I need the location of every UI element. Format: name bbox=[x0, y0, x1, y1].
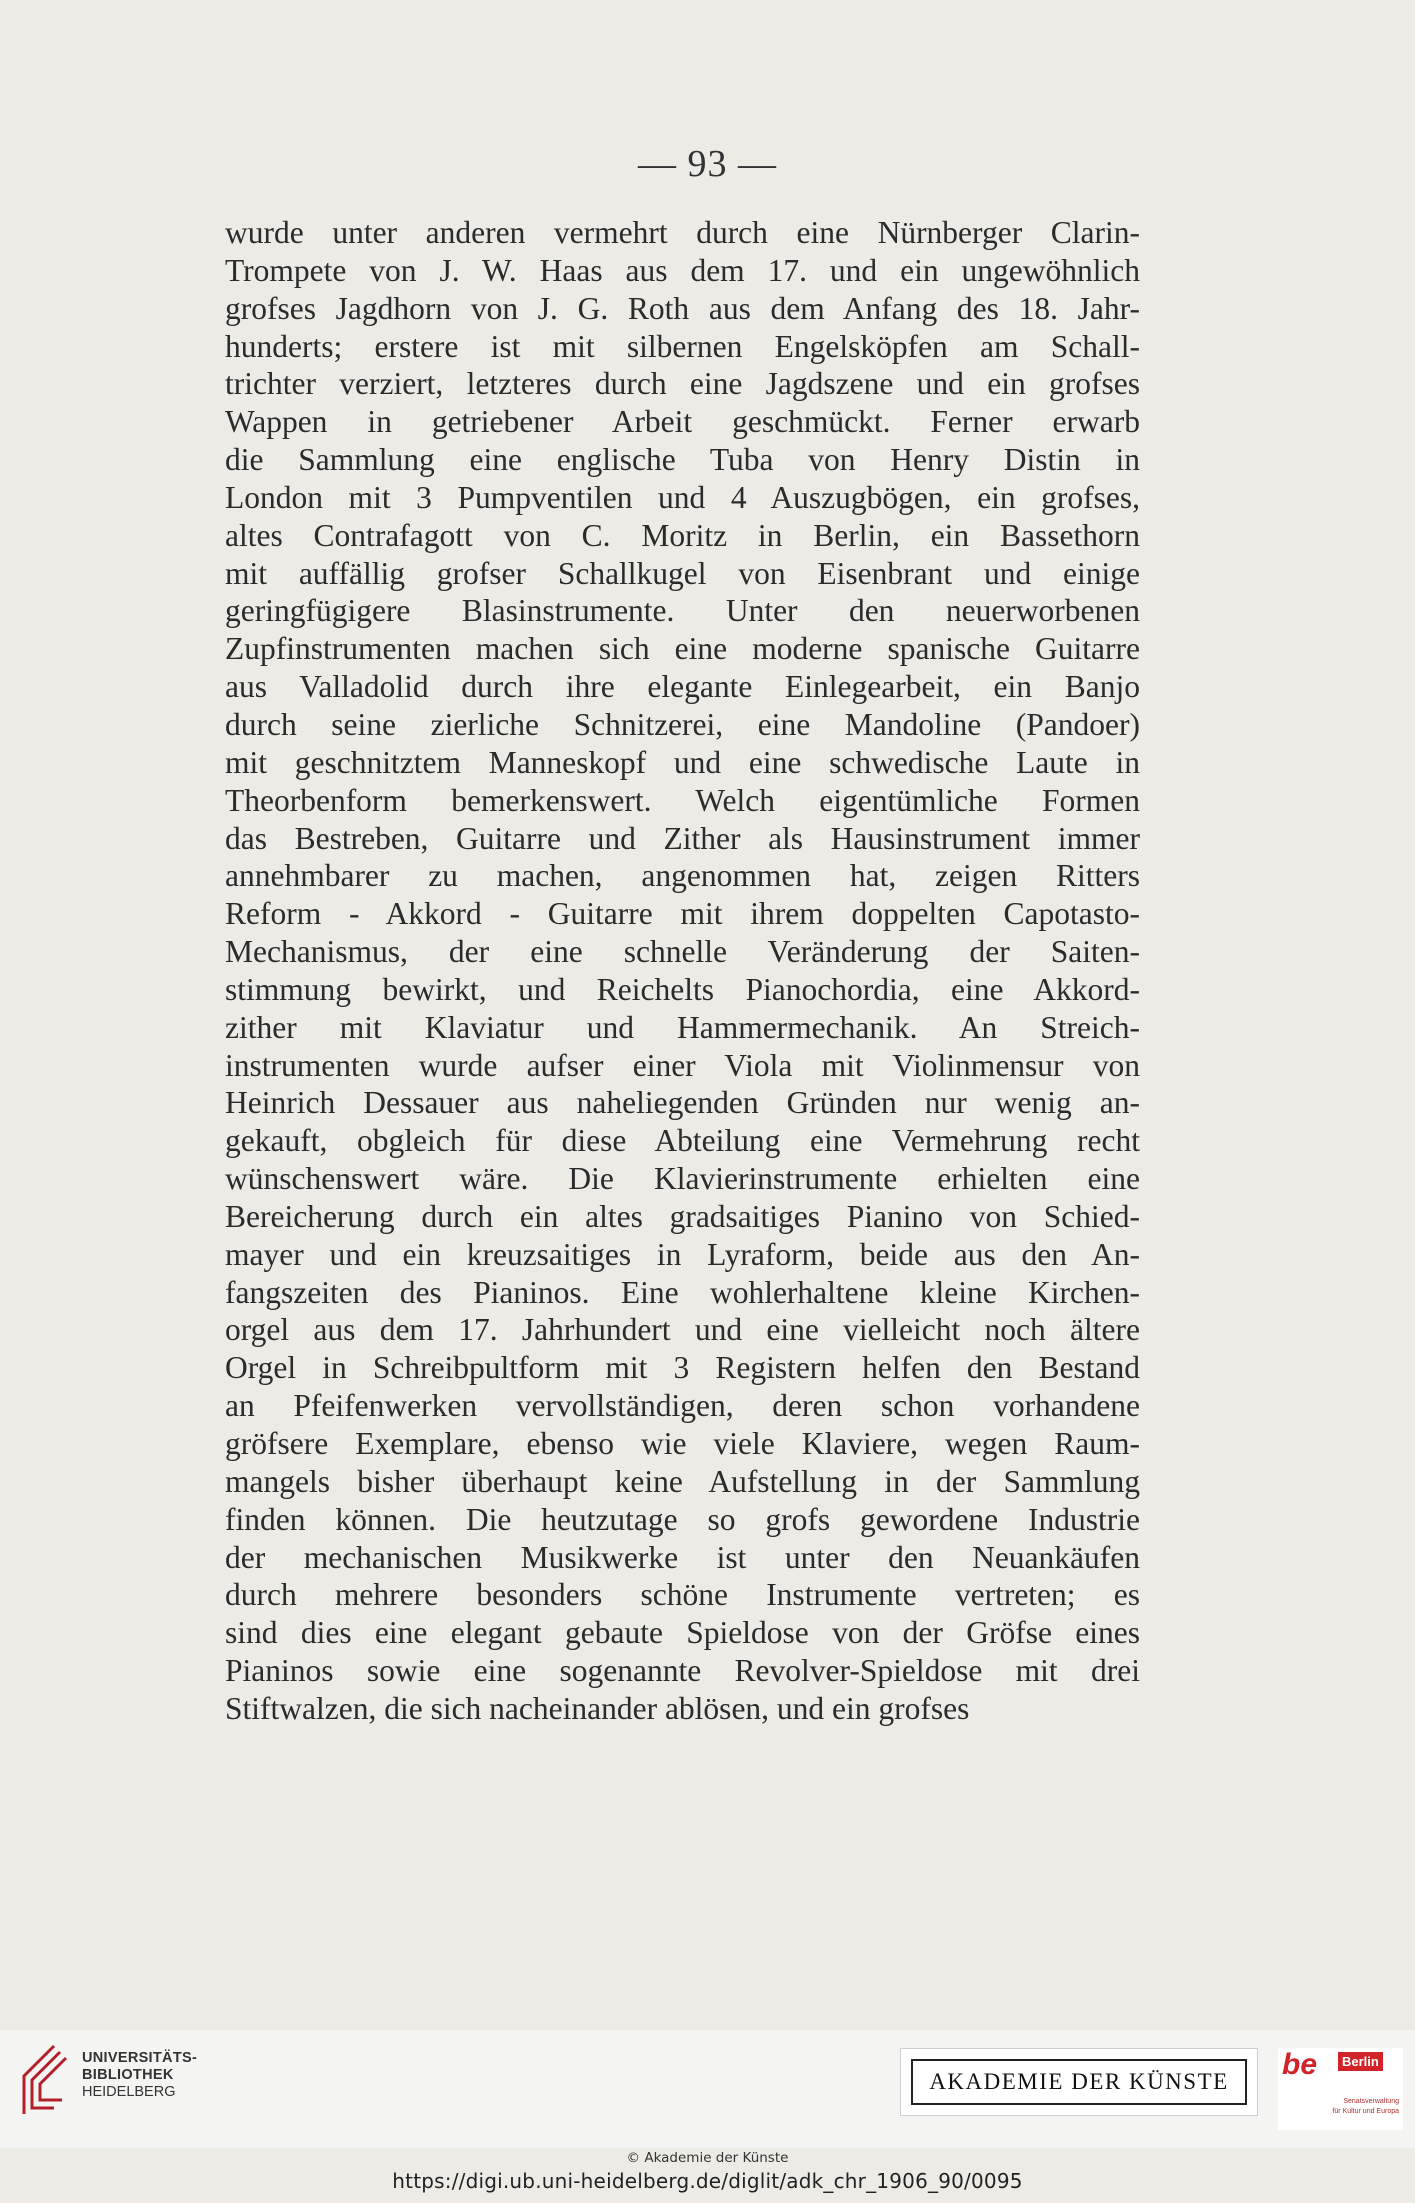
text-line: altes Contrafagott von C. Moritz in Berlin, ein Bassethorn bbox=[225, 517, 1140, 553]
ub-line-2: BIBLIOTHEK bbox=[82, 2067, 174, 2083]
text-line: stimmung bewirkt, und Reichelts Pianochordia, eine Akkord- bbox=[225, 971, 1140, 1007]
text-line: gröfsere Exemplare, ebenso wie viele Klaviere, wegen Raum- bbox=[225, 1426, 1140, 1461]
be-berlin-subline-2: für Kultur und Europa bbox=[1332, 2108, 1399, 2115]
text-line: Mechanismus, der eine schnelle Veränderung der Saiten- bbox=[225, 934, 1140, 970]
text-line: fangszeiten des Pianinos. Eine wohlerhaltene kleine Kirchen- bbox=[225, 1274, 1140, 1310]
text-line: Theorbenform bemerkenswert. Welch eigentümliche Formen bbox=[225, 782, 1140, 818]
text-line: gekauft, obgleich für diese Abteilung eine Vermehrung recht bbox=[225, 1123, 1140, 1159]
text-line: instrumenten wurde aufser einer Viola mit Violinmensur von bbox=[225, 1047, 1140, 1083]
body-text bbox=[225, 214, 1140, 1728]
text-line: sind dies eine elegant gebaute Spieldose von der Gröfse eines bbox=[225, 1615, 1140, 1651]
ub-heidelberg-logo-icon bbox=[14, 2042, 74, 2120]
text-line: geringfügigere Blasinstrumente. Unter den neuerworbenen bbox=[225, 593, 1140, 629]
text-line: Heinrich Dessauer aus naheliegenden Gründen nur wenig an- bbox=[225, 1085, 1140, 1121]
text-line: das Bestreben, Guitarre und Zither als Hausinstrument immer bbox=[225, 820, 1140, 856]
text-line: der mechanischen Musikwerke ist unter den Neuankäufen bbox=[225, 1539, 1140, 1575]
text-line: zither mit Klaviatur und Hammermechanik. An Streich- bbox=[225, 1009, 1140, 1045]
text-line: mayer und ein kreuzsaitiges in Lyraform, beide aus den An- bbox=[225, 1236, 1140, 1272]
text-line: mangels bisher überhaupt keine Aufstellung in der Sammlung bbox=[225, 1463, 1140, 1499]
copyright-notice: © Akademie der Künste bbox=[626, 2150, 789, 2166]
text-line: an Pfeifenwerken vervollständigen, deren schon vorhandene bbox=[225, 1388, 1140, 1424]
source-url-link[interactable]: https://digi.ub.uni-heidelberg.de/diglit/adk_chr_1906_90/0095 bbox=[392, 2169, 1023, 2193]
text-line: Pianinos sowie eine sogenannte Revolver-Spieldose mit drei bbox=[225, 1653, 1140, 1689]
text-line: annehmbarer zu machen, angenommen hat, zeigen Ritters bbox=[225, 858, 1140, 894]
be-berlin-city: Berlin bbox=[1338, 2052, 1383, 2071]
text-line: Trompete von J. W. Haas aus dem 17. und ein ungewöhnlich bbox=[225, 252, 1140, 288]
text-line: Bereicherung durch ein altes gradsaitiges Pianino von Schied- bbox=[225, 1198, 1140, 1234]
text-line: mit auffällig grofser Schallkugel von Eisenbrant und einige bbox=[225, 555, 1140, 591]
text-line: grofses Jagdhorn von J. G. Roth aus dem Anfang des 18. Jahr- bbox=[225, 290, 1140, 326]
text-line: durch mehrere besonders schöne Instrumente vertreten; es bbox=[225, 1577, 1140, 1613]
adk-logo-label: AKADEMIE DER KÜNSTE bbox=[911, 2059, 1247, 2105]
be-berlin-logo[interactable] bbox=[1278, 2048, 1403, 2130]
text-line: trichter verziert, letzteres durch eine Jagdszene und ein grofses bbox=[225, 366, 1140, 402]
text-line: wurde unter anderen vermehrt durch eine Nürnberger Clarin- bbox=[225, 215, 1140, 250]
ub-line-3: HEIDELBERG bbox=[82, 2084, 176, 2100]
text-line: mit geschnitztem Manneskopf und eine schwedische Laute in bbox=[225, 744, 1140, 780]
adk-logo-box[interactable] bbox=[900, 2048, 1258, 2116]
text-line: Reform - Akkord - Guitarre mit ihrem doppelten Capotasto- bbox=[225, 896, 1140, 932]
text-line: Orgel in Schreibpultform mit 3 Registern helfen den Bestand bbox=[225, 1350, 1140, 1386]
text-line: Stiftwalzen, die sich nacheinander ablösen, und ein grofses bbox=[225, 1690, 970, 1726]
ub-line-1: UNIVERSITÄTS- bbox=[82, 2050, 198, 2066]
text-line: die Sammlung eine englische Tuba von Henry Distin in bbox=[225, 442, 1140, 478]
page-number: — 93 — bbox=[638, 143, 777, 185]
text-line: wünschenswert wäre. Die Klavierinstrumente erhielten eine bbox=[225, 1161, 1140, 1197]
text-line: orgel aus dem 17. Jahrhundert und eine vielleicht noch ältere bbox=[225, 1312, 1140, 1348]
text-line: aus Valladolid durch ihre elegante Einlegearbeit, ein Banjo bbox=[225, 669, 1140, 705]
text-line: hunderts; erstere ist mit silbernen Engelsköpfen am Schall- bbox=[225, 328, 1140, 364]
text-line: finden können. Die heutzutage so grofs gewordene Industrie bbox=[225, 1501, 1140, 1537]
be-berlin-subline-1: Senatsverwaltung bbox=[1343, 2098, 1399, 2105]
be-berlin-word: be bbox=[1282, 2048, 1318, 2081]
text-line: durch seine zierliche Schnitzerei, eine Mandoline (Pandoer) bbox=[225, 706, 1140, 742]
ub-heidelberg-wordmark bbox=[82, 2050, 197, 2101]
text-line: Wappen in getriebener Arbeit geschmückt. Ferner erwarb bbox=[225, 404, 1140, 440]
text-line: London mit 3 Pumpventilen und 4 Auszugbögen, ein grofses, bbox=[225, 479, 1140, 515]
text-line: Zupfinstrumenten machen sich eine moderne spanische Guitarre bbox=[225, 631, 1140, 667]
